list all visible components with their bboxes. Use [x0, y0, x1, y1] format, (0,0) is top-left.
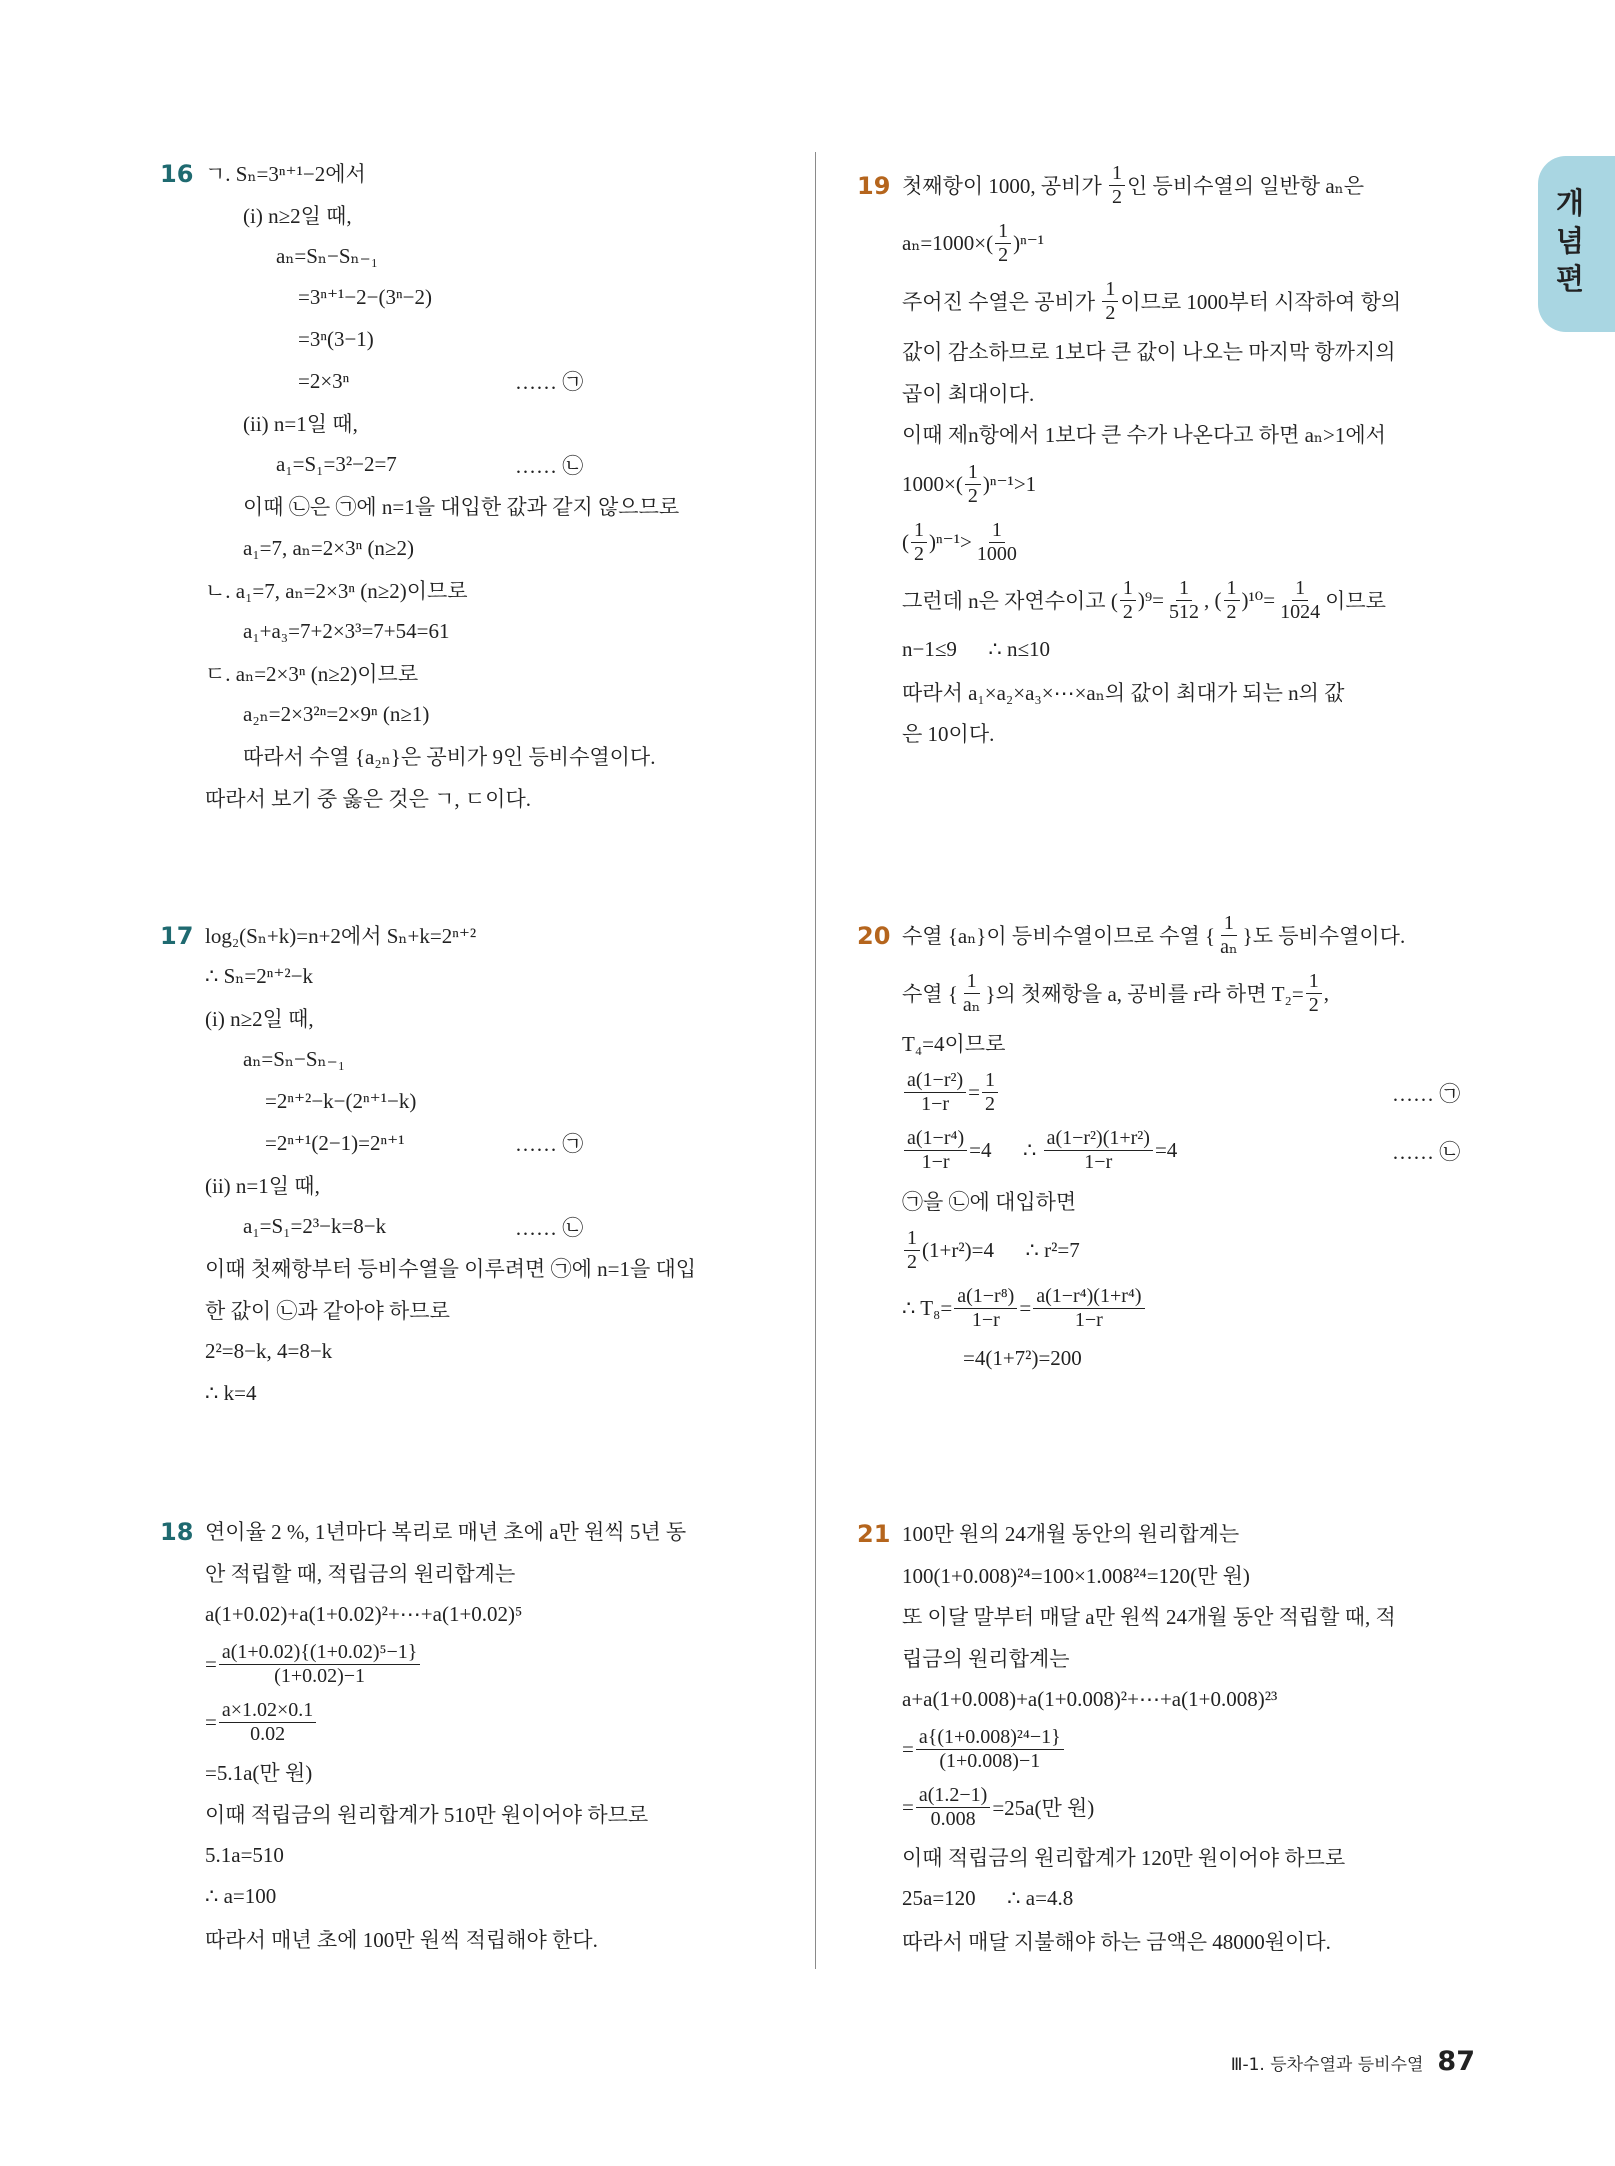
- solution-line: [205, 402, 780, 444]
- math-text: 또 이달 말부터 매달 a만 원씩 24개월 동안 적립할 때, 적: [902, 1605, 1396, 1630]
- math-text: 100만 원의 24개월 동안의 원리합계는: [902, 1521, 1240, 1546]
- solution-21: [857, 1512, 1477, 1962]
- math-text: 이때 적립금의 원리합계가 510만 원이어야 하므로: [205, 1802, 649, 1827]
- solution-lines: [205, 152, 780, 819]
- numerator: 1: [1120, 577, 1136, 601]
- solution-line: [205, 1206, 780, 1248]
- solution-line: [902, 455, 1477, 513]
- math-text: 2²=8−k, 4=8−k: [205, 1339, 333, 1364]
- math-text: )ⁿ⁻¹: [1013, 230, 1045, 255]
- math-text: ∴ a=100: [205, 1884, 277, 1909]
- math-text: =: [205, 1709, 217, 1734]
- solution-line: [205, 777, 780, 819]
- math-text: ∴ Sₙ=2ⁿ⁺²−k: [205, 964, 314, 989]
- denominator: 2: [998, 243, 1009, 266]
- solution-line: [902, 1920, 1477, 1962]
- fraction: [911, 519, 927, 566]
- solution-line: [902, 1221, 1477, 1279]
- fraction: [974, 519, 1020, 566]
- solution-line: [205, 1122, 780, 1164]
- math-text: 립금의 원리합계는: [902, 1646, 1070, 1671]
- solution-line: [902, 513, 1477, 571]
- fraction: [960, 970, 984, 1017]
- solution-line: [902, 1836, 1477, 1878]
- numerator: 1: [1306, 970, 1322, 994]
- math-text: aₙ=Sₙ−Sₙ₋₁: [243, 1047, 346, 1072]
- solution-line: [205, 1693, 780, 1751]
- fraction: [1102, 278, 1118, 325]
- numerator: 1: [1224, 577, 1240, 601]
- chapter-title: Ⅲ-1. 등차수열과 등비수열: [1230, 2055, 1424, 2075]
- solution-line: [205, 569, 780, 611]
- denominator: 512: [1169, 600, 1199, 623]
- math-text: =3ⁿ(3−1): [298, 327, 374, 352]
- math-text: 100(1+0.008)²⁴=100×1.008²⁴=120(만 원): [902, 1563, 1250, 1588]
- fraction: [1306, 970, 1322, 1017]
- solution-line: [902, 1337, 1477, 1379]
- math-text: (ii) n=1일 때,: [243, 411, 358, 436]
- math-text: T₄=4이므로: [902, 1031, 1006, 1056]
- numerator: 1: [982, 1069, 998, 1093]
- math-text: (i) n≥2일 때,: [243, 203, 352, 228]
- math-text: =2ⁿ⁺²−k−(2ⁿ⁺¹−k): [265, 1089, 417, 1114]
- fraction: [1044, 1127, 1153, 1174]
- denominator: 1024: [1280, 600, 1321, 623]
- math-text: =4(1+7²)=200: [963, 1345, 1082, 1370]
- solution-line: [205, 736, 780, 778]
- solution-18: [160, 1510, 780, 1960]
- math-text: a(1+0.02)+a(1+0.02)²+⋯+a(1+0.02)⁵: [205, 1601, 523, 1626]
- numerator: a(1+0.02){(1+0.02)⁵−1}: [219, 1641, 421, 1665]
- solution-line: [205, 1876, 780, 1918]
- math-text: 1000×(: [902, 471, 963, 496]
- solution-line: [205, 486, 780, 528]
- solution-line: [205, 1593, 780, 1635]
- equation-marker: …… ㉠: [515, 1132, 584, 1157]
- math-text: =: [968, 1080, 980, 1105]
- denominator: 2: [967, 484, 978, 507]
- math-text: a+a(1+0.008)+a(1+0.008)²+⋯+a(1+0.008)²³: [902, 1687, 1278, 1712]
- math-text: 이때 첫째항부터 등비수열을 이루려면 ㉠에 n=1을 대입: [205, 1257, 697, 1282]
- math-text: 연이율 2 %, 1년마다 복리로 매년 초에 a만 원씩 5년 동: [205, 1519, 687, 1544]
- denominator: 1−r: [1084, 1151, 1113, 1174]
- solution-line: [205, 152, 780, 194]
- math-text: 이때 적립금의 원리합계가 120만 원이어야 하므로: [902, 1846, 1346, 1871]
- solution-line: [205, 527, 780, 569]
- math-text: aₙ=1000×(: [902, 230, 994, 255]
- fraction: [1217, 912, 1241, 959]
- fraction: [916, 1726, 1064, 1773]
- problem-number: 21: [857, 1520, 891, 1548]
- equation-marker: …… ㉡: [515, 1215, 584, 1240]
- section-tab: [1538, 156, 1615, 332]
- math-text: =: [1019, 1295, 1032, 1320]
- denominator: aₙ: [962, 993, 981, 1016]
- math-text: , (: [1204, 587, 1222, 612]
- solution-line: [902, 1064, 1477, 1122]
- solution-line: [205, 235, 780, 277]
- numerator: 1: [965, 461, 981, 485]
- math-text: ㄱ. Sₙ=3ⁿ⁺¹−2에서: [205, 161, 366, 186]
- solution-17: [160, 914, 780, 1414]
- solution-line: [902, 964, 1477, 1022]
- numerator: 1: [1292, 577, 1308, 601]
- math-text: ,: [1323, 980, 1329, 1005]
- numerator: 1: [1109, 162, 1125, 186]
- numerator: a(1.2−1): [916, 1784, 990, 1808]
- page-number: 87: [1437, 2046, 1475, 2077]
- math-text: a₁+a₃=7+2×3³=7+54=61: [243, 618, 450, 643]
- solution-line: [205, 1751, 780, 1793]
- math-text: a₁=S₁=3²−2=7: [276, 452, 397, 477]
- solution-lines: [205, 914, 780, 1414]
- solution-line: [205, 1635, 780, 1693]
- solution-line: [205, 1248, 780, 1290]
- solution-lines: [902, 906, 1477, 1379]
- problem-number: 18: [160, 1518, 194, 1546]
- fraction: [995, 220, 1011, 267]
- math-text: 그런데 n은 자연수이고 (: [902, 589, 1118, 614]
- fraction: [982, 1069, 998, 1116]
- solution-line: [902, 413, 1477, 455]
- fraction: [916, 1784, 990, 1831]
- solution-line: [902, 1022, 1477, 1064]
- solution-line: [902, 330, 1477, 372]
- solution-line: [902, 1512, 1477, 1554]
- numerator: 1: [911, 519, 927, 543]
- solution-line: [205, 319, 780, 361]
- math-text: (1+r²)=4 ∴ r²=7: [922, 1237, 1080, 1262]
- math-text: aₙ=Sₙ−Sₙ₋₁: [276, 243, 379, 268]
- solution-line: [902, 214, 1477, 272]
- solution-line: [902, 1778, 1477, 1836]
- denominator: 2: [1112, 185, 1123, 208]
- math-text: 수열 {: [902, 982, 958, 1006]
- numerator: 1: [904, 1227, 920, 1251]
- fraction: [904, 1227, 920, 1274]
- solution-line: [205, 194, 780, 236]
- math-text: =5.1a(만 원): [205, 1760, 313, 1785]
- math-text: 따라서 수열 {a₂ₙ}은 공비가 9인 등비수열이다.: [243, 745, 656, 770]
- solution-line: [902, 1679, 1477, 1721]
- math-text: ∴ k=4: [205, 1380, 257, 1405]
- math-text: ∴ T₈=: [902, 1295, 953, 1320]
- denominator: 2: [914, 542, 924, 565]
- numerator: a(1−r⁴)(1+r⁴): [1033, 1285, 1144, 1309]
- solution-line: [205, 997, 780, 1039]
- math-text: 이때 제n항에서 1보다 큰 수가 나온다고 하면 aₙ>1에서: [902, 423, 1386, 448]
- math-text: =4: [1154, 1138, 1178, 1163]
- solution-line: [902, 1595, 1477, 1637]
- denominator: 2: [1105, 301, 1116, 324]
- fraction: [954, 1285, 1017, 1332]
- column-divider: [815, 152, 816, 1969]
- solution-line: [902, 1122, 1477, 1180]
- denominator: 0.02: [250, 1722, 286, 1745]
- math-text: )¹⁰=: [1241, 587, 1276, 612]
- solution-line: [205, 1510, 780, 1552]
- math-text: a₁=7, aₙ=2×3ⁿ (n≥2): [243, 535, 414, 560]
- math-text: 따라서 보기 중 옳은 것은 ㄱ, ㄷ이다.: [205, 787, 532, 812]
- equation-marker: …… ㉠: [515, 370, 584, 395]
- solution-line: [205, 914, 780, 956]
- solution-line: [205, 1373, 780, 1415]
- math-text: }의 첫째항을 a, 공비를 r라 하면 T₂=: [985, 982, 1304, 1006]
- solution-line: [205, 1918, 780, 1960]
- solution-line: [902, 712, 1477, 754]
- solution-line: [205, 1289, 780, 1331]
- math-text: 안 적립할 때, 적립금의 원리합계는: [205, 1561, 516, 1586]
- math-text: n−1≤9 ∴ n≤10: [902, 637, 1051, 662]
- solution-line: [205, 1081, 780, 1123]
- math-text: }도 등비수열이다.: [1242, 924, 1406, 948]
- math-text: log₂(Sₙ+k)=n+2에서 Sₙ+k=2ⁿ⁺²: [205, 923, 477, 948]
- numerator: a(1−r²): [904, 1069, 966, 1093]
- section-tab-label: 개념편: [1555, 186, 1584, 296]
- solution-line: [902, 1720, 1477, 1778]
- math-text: 이므로 1000부터 시작하여 항의: [1120, 290, 1402, 314]
- solution-20: [857, 906, 1477, 1379]
- math-text: 5.1a=510: [205, 1842, 284, 1867]
- math-text: =2ⁿ⁺¹(2−1)=2ⁿ⁺¹: [265, 1130, 405, 1155]
- fraction: [219, 1699, 316, 1746]
- fraction: [219, 1641, 421, 1688]
- denominator: 2: [984, 1093, 995, 1116]
- math-text: )⁹=: [1137, 587, 1164, 612]
- math-text: 따라서 매달 지불해야 하는 금액은 48000원이다.: [902, 1929, 1331, 1954]
- fraction: [1277, 577, 1323, 624]
- math-text: 한 값이 ㉡과 같아야 하므로: [205, 1299, 450, 1324]
- math-text: )ⁿ⁻¹>1: [982, 471, 1037, 496]
- page-footer: [1231, 2046, 1475, 2077]
- math-text: =2×3ⁿ: [298, 368, 350, 393]
- solution-line: [205, 1834, 780, 1876]
- math-text: ㄴ. a₁=7, aₙ=2×3ⁿ (n≥2)이므로: [205, 578, 468, 603]
- denominator: 2: [907, 1250, 917, 1273]
- solution-line: [902, 571, 1477, 629]
- problem-number: 17: [160, 922, 194, 950]
- numerator: a(1−r⁸): [954, 1285, 1017, 1309]
- problem-number: 20: [857, 922, 891, 950]
- math-text: 따라서 a₁×a₂×a₃×⋯×aₙ의 값이 최대가 되는 n의 값: [902, 680, 1345, 705]
- numerator: 1: [995, 220, 1011, 244]
- equation-marker: …… ㉡: [1392, 1139, 1461, 1164]
- numerator: 1: [1102, 278, 1118, 302]
- denominator: 2: [1122, 600, 1133, 623]
- denominator: 1−r: [971, 1308, 1000, 1331]
- solution-lines: [902, 156, 1477, 754]
- solution-lines: [902, 1512, 1477, 1962]
- fraction: [1166, 577, 1202, 624]
- math-text: ㉠을 ㉡에 대입하면: [902, 1189, 1077, 1214]
- fraction: [1120, 577, 1136, 624]
- denominator: (1+0.02)−1: [274, 1664, 366, 1687]
- solution-line: [205, 277, 780, 319]
- denominator: 0.008: [930, 1807, 976, 1830]
- solution-line: [205, 652, 780, 694]
- numerator: 1: [1221, 912, 1237, 936]
- math-text: =3ⁿ⁺¹−2−(3ⁿ−2): [298, 285, 432, 310]
- math-text: 25a=120 ∴ a=4.8: [902, 1886, 1074, 1911]
- solution-line: [902, 1554, 1477, 1596]
- denominator: 1−r: [1074, 1308, 1103, 1331]
- math-text: 이때 ㉡은 ㉠에 n=1을 대입한 값과 같지 않으므로: [243, 495, 680, 520]
- solution-line: [902, 671, 1477, 713]
- solution-19: [857, 156, 1477, 754]
- solution-line: [205, 1331, 780, 1373]
- solution-line: [902, 1878, 1477, 1920]
- math-text: =: [205, 1651, 217, 1676]
- solution-line: [902, 1279, 1477, 1337]
- math-text: =: [902, 1736, 914, 1761]
- math-text: 수열 {aₙ}이 등비수열이므로 수열 {: [902, 924, 1216, 948]
- math-text: a₁=S₁=2³−k=8−k: [243, 1214, 387, 1239]
- numerator: 1: [989, 519, 1005, 543]
- denominator: 2: [1308, 993, 1319, 1016]
- math-text: (i) n≥2일 때,: [205, 1007, 314, 1032]
- solution-line: [205, 360, 780, 402]
- problem-number: 16: [160, 160, 194, 188]
- solution-line: [205, 1552, 780, 1594]
- fraction: [904, 1127, 967, 1174]
- numerator: a{(1+0.008)²⁴−1}: [916, 1726, 1064, 1750]
- math-text: (: [902, 529, 909, 554]
- math-text: 값이 감소하므로 1보다 큰 값이 나오는 마지막 항까지의: [902, 339, 1396, 364]
- math-text: =4 ∴: [969, 1138, 1042, 1163]
- solution-line: [902, 1180, 1477, 1222]
- solution-line: [205, 1793, 780, 1835]
- fraction: [965, 461, 981, 508]
- math-text: (ii) n=1일 때,: [205, 1173, 320, 1198]
- math-text: 주어진 수열은 공비가: [902, 290, 1101, 314]
- math-text: =: [902, 1794, 914, 1819]
- solution-line: [902, 372, 1477, 414]
- solution-lines: [205, 1510, 780, 1960]
- denominator: 1000: [976, 542, 1017, 565]
- solution-line: [205, 956, 780, 998]
- math-text: ㄷ. aₙ=2×3ⁿ (n≥2)이므로: [205, 662, 419, 687]
- solution-line: [205, 1164, 780, 1206]
- numerator: a(1−r²)(1+r²): [1044, 1127, 1153, 1151]
- solution-line: [205, 694, 780, 736]
- denominator: 2: [1226, 600, 1237, 623]
- numerator: a(1−r⁴): [904, 1127, 967, 1151]
- math-text: =25a(만 원): [992, 1796, 1095, 1821]
- math-text: 인 등비수열의 일반항 aₙ은: [1127, 174, 1365, 198]
- math-text: 따라서 매년 초에 100만 원씩 적립해야 한다.: [205, 1927, 598, 1952]
- numerator: 1: [1176, 577, 1192, 601]
- denominator: 1−r: [921, 1151, 950, 1174]
- denominator: (1+0.008)−1: [939, 1749, 1041, 1772]
- solution-16: [160, 152, 780, 819]
- solution-line: [902, 1637, 1477, 1679]
- math-text: 이므로: [1325, 589, 1386, 614]
- numerator: 1: [964, 970, 980, 994]
- fraction: [1033, 1285, 1144, 1332]
- solution-line: [902, 272, 1477, 330]
- fraction: [904, 1069, 966, 1116]
- math-text: 곱이 최대이다.: [902, 381, 1035, 406]
- solution-line: [205, 611, 780, 653]
- fraction: [1109, 162, 1125, 209]
- equation-marker: …… ㉡: [515, 453, 584, 478]
- math-text: 은 10이다.: [902, 722, 995, 747]
- solution-line: [902, 629, 1477, 671]
- problem-number: 19: [857, 172, 891, 200]
- solution-line: [902, 906, 1477, 964]
- denominator: aₙ: [1220, 935, 1238, 958]
- solution-line: [902, 156, 1477, 214]
- equation-marker: …… ㉠: [1392, 1081, 1461, 1106]
- solution-line: [205, 1039, 780, 1081]
- math-text: )ⁿ⁻¹>: [929, 529, 972, 554]
- fraction: [1224, 577, 1240, 624]
- denominator: 1−r: [921, 1093, 950, 1116]
- math-text: 첫째항이 1000, 공비가: [902, 174, 1108, 198]
- math-text: a₂ₙ=2×3²ⁿ=2×9ⁿ (n≥1): [243, 702, 430, 727]
- solution-line: [205, 444, 780, 486]
- numerator: a×1.02×0.1: [219, 1699, 316, 1723]
